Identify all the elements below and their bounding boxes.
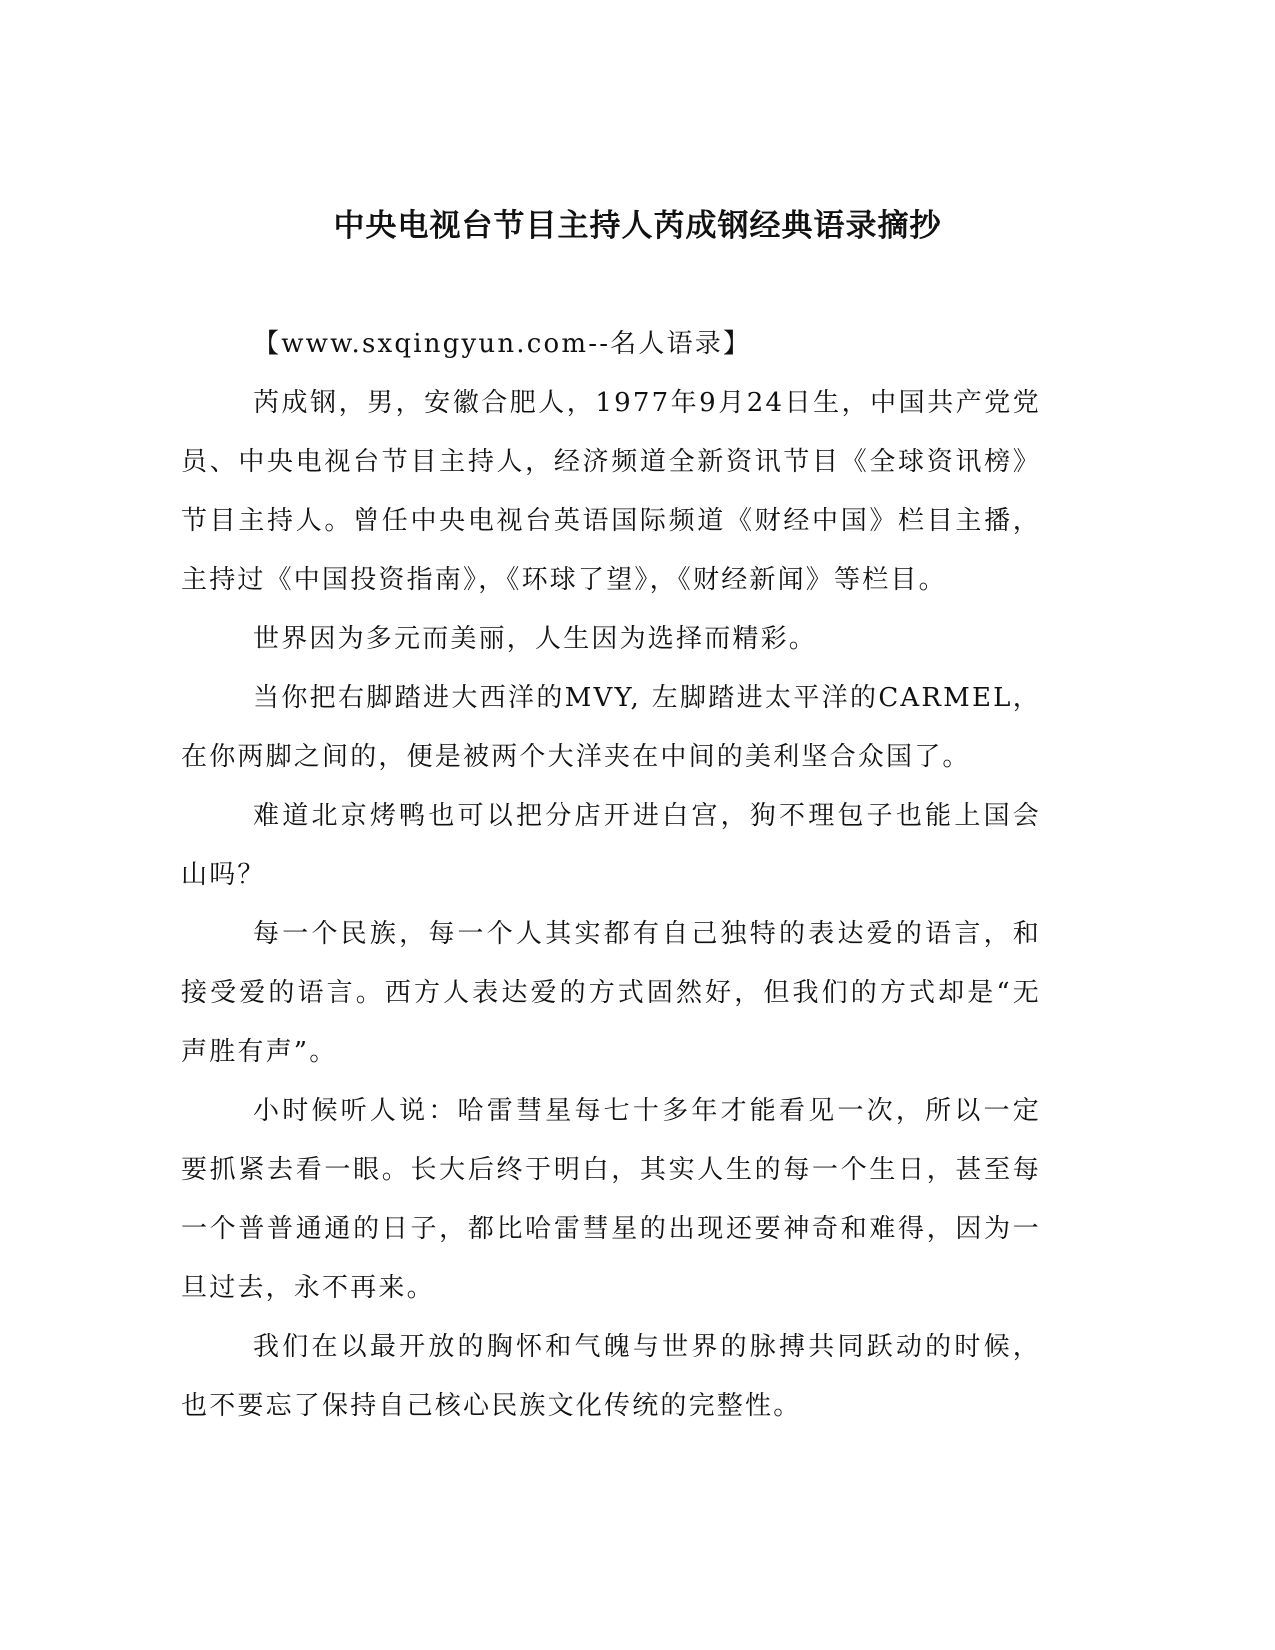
paragraph-bio: 芮成钢，男，安徽合肥人，1977年9月24日生，中国共产党党员、中央电视台节目主持人，经济频道全新资讯节目《全球资讯榜》节目主持人。曾任中央电视台英语国际频道《财经中国》栏目主播，主持过《中国投资指南》，《环球了望》，《财经新闻》等栏目。 — [181, 388, 1041, 595]
source-line: 【www.sxqingyun.com--名人语录】 — [253, 329, 752, 359]
paragraph-quote-2: 当你把右脚踏进大西洋的MVY, 左脚踏进太平洋的CARMEL，在你两脚之间的，便是被两个大洋夹在中间的美利坚合众国了。 — [181, 683, 1041, 772]
document-title: 中央电视台节目主持人芮成钢经典语录摘抄 — [333, 208, 942, 244]
paragraph-quote-6: 我们在以最开放的胸怀和气魄与世界的脉搏共同跃动的时候，也不要忘了保持自己核心民族文化传统的完整性。 — [181, 1332, 1041, 1421]
paragraph-quote-5: 小时候听人说：哈雷彗星每七十多年才能看见一次，所以一定要抓紧去看一眼。长大后终于明白，其实人生的每一个生日，甚至每一个普普通通的日子，都比哈雷彗星的出现还要神奇和难得，因为一旦过去，永不再来。 — [181, 1096, 1041, 1303]
paragraph-quote-4: 每一个民族，每一个人其实都有自己独特的表达爱的语言，和接受爱的语言。西方人表达爱的方式固然好，但我们的方式却是“无声胜有声”。 — [181, 919, 1041, 1067]
paragraph-quote-1: 世界因为多元而美丽，人生因为选择而精彩。 — [253, 624, 818, 654]
paragraph-quote-3: 难道北京烤鸭也可以把分店开进白宫，狗不理包子也能上国会山吗？ — [181, 801, 1041, 890]
document-body — [181, 315, 1041, 1436]
